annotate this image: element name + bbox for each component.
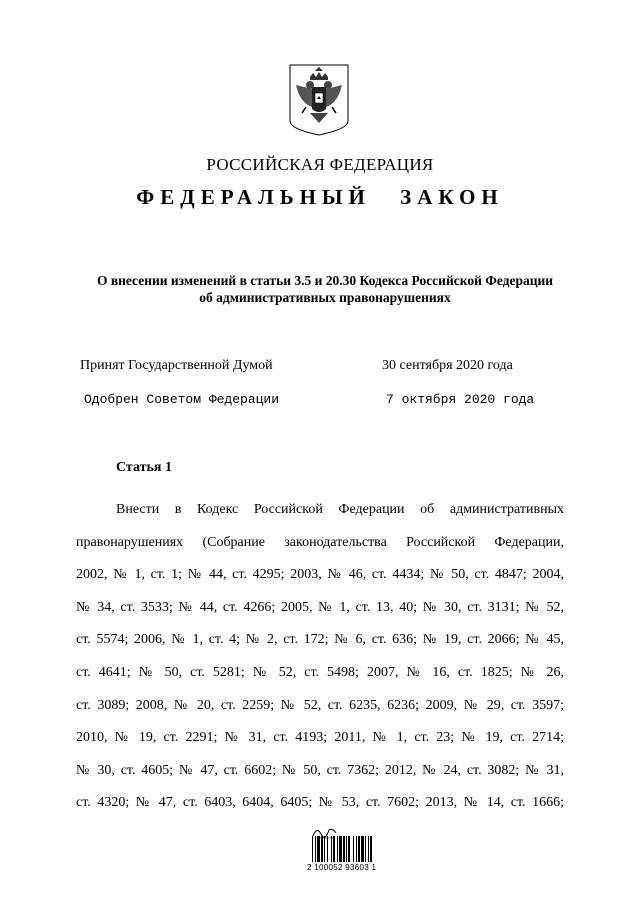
coat-of-arms-emblem [288,63,350,137]
law-title: О внесении изменений в статьи 3.5 и 20.30 Кодекса Российской Федерации об административных правонарушениях [96,273,554,305]
adoption-label: Принят Государственной Думой [80,358,273,373]
article-line: № 34, ст. 3533; № 44, ст. 4266; 2005, № 1, ст. 13, 40; № 30, ст. 3131; № 52, [76,599,564,615]
approval-label: Одобрен Советом Федерации [84,392,280,407]
article-heading: Статья 1 [116,460,172,475]
article-line: правонарушениях (Собрание законодательства Российской Федерации, [76,534,564,550]
barcode-number: 2 100052 93603 1 [307,863,377,872]
article-line: Внести в Кодекс Российской Федерации об административных [116,502,564,517]
country-name: РОССИЙСКАЯ ФЕДЕРАЦИЯ [206,155,434,174]
approval-date: 7 октября 2020 года [386,392,535,407]
article-line: ст. 4320; № 47, ст. 6403, 6404, 6405; № 53, ст. 7602; 2013, № 14, ст. 1666; [76,795,564,811]
article-line: ст. 5574; 2006, № 1, ст. 4; № 2, ст. 172; № 6, ст. 636; № 19, ст. 2066; № 45, [76,632,564,648]
article-line: ст. 4641; № 50, ст. 5281; № 52, ст. 5498; 2007, № 16, ст. 1825; № 26, [76,664,564,680]
article-body [76,494,564,820]
article-line: № 30, ст. 4605; № 47, ст. 6602; № 50, ст. 7362; 2012, № 24, ст. 3082; № 31, [76,762,564,778]
article-line: 2002, № 1, ст. 1; № 44, ст. 4295; 2003, № 46, ст. 4434; № 50, ст. 4847; 2004, [76,567,564,583]
article-line: 2010, № 19, ст. 2291; № 31, ст. 4193; 2011, № 1, ст. 23; № 19, ст. 2714; [76,730,564,746]
adoption-date: 30 сентября 2020 года [382,358,513,373]
barcode [312,836,392,862]
article-line: ст. 3089; 2008, № 20, ст. 2259; № 52, ст. 6235, 6236; 2009, № 29, ст. 3597; [76,697,564,713]
document-type: ФЕДЕРАЛЬНЫЙ ЗАКОН [136,185,504,209]
